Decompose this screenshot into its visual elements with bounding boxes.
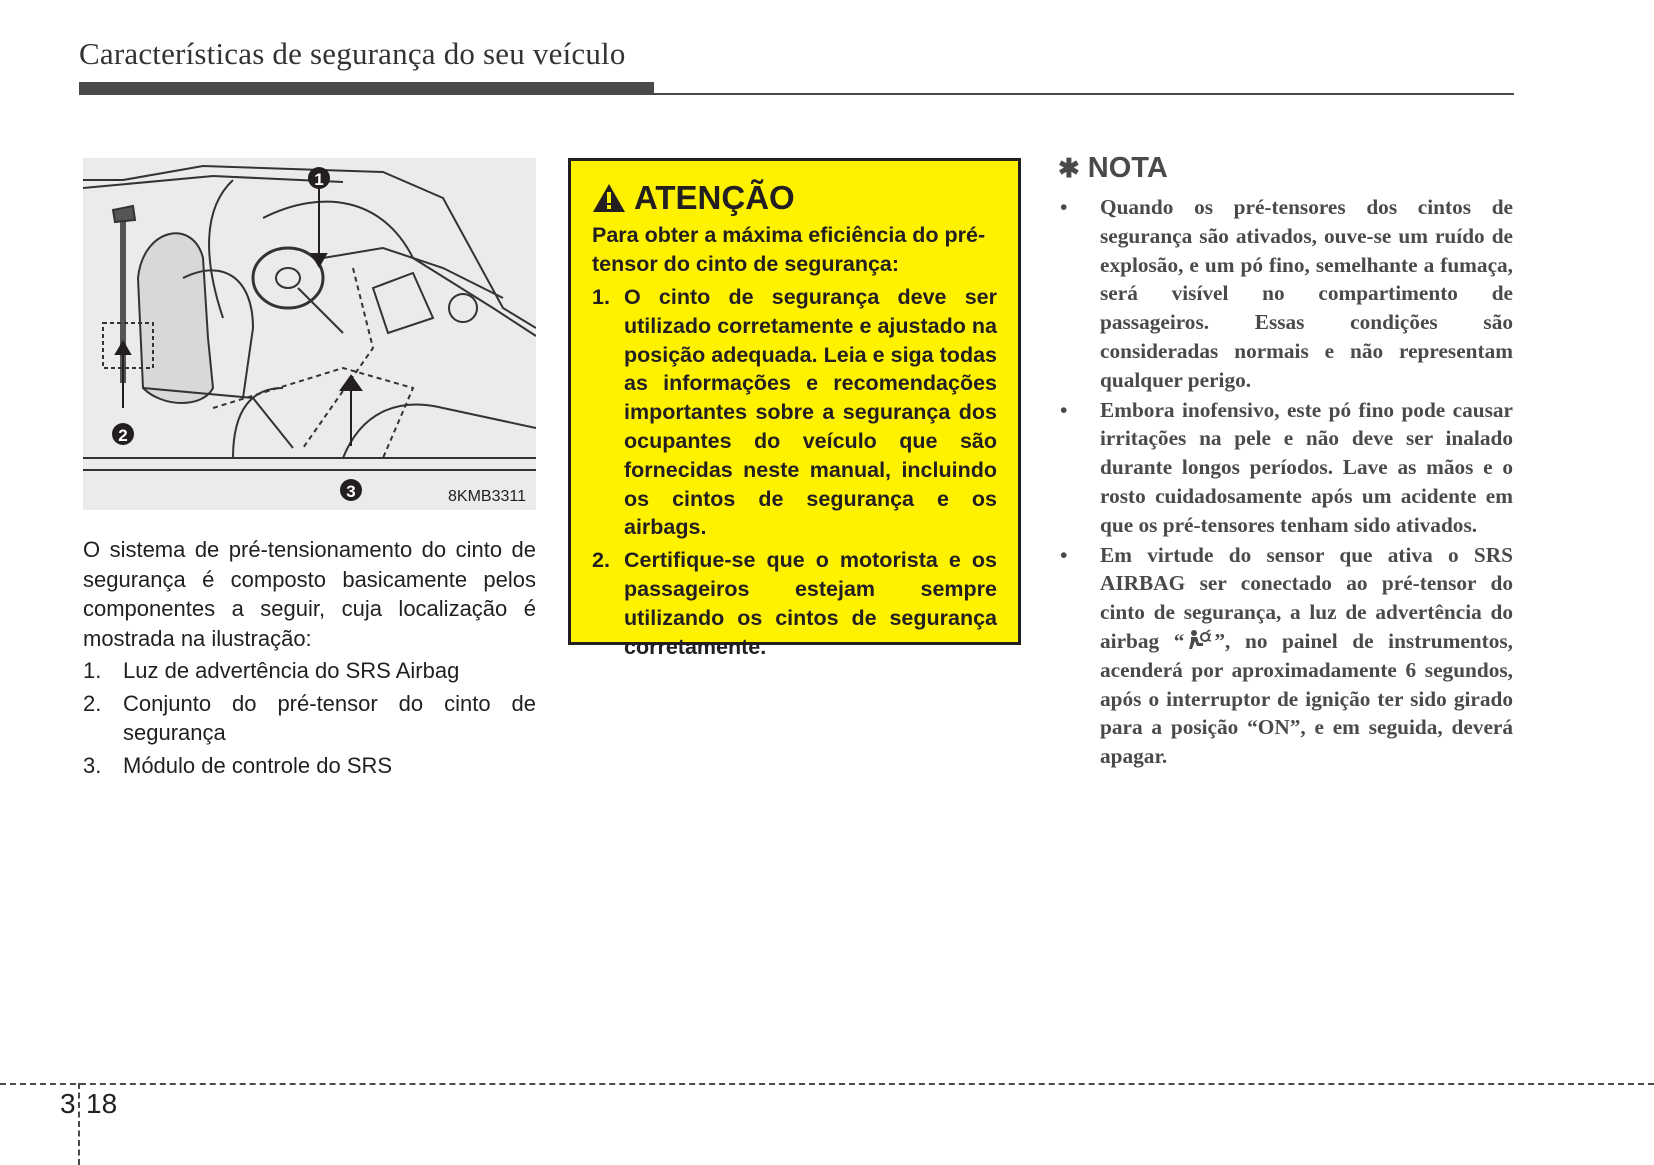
warning-title xyxy=(592,179,997,217)
airbag-warning-icon xyxy=(1187,629,1211,651)
list-item xyxy=(592,283,997,542)
car-interior-drawing xyxy=(83,158,536,510)
list-text-after: ”, no painel de instrumentos, acenderá por aproximadamente 6 segundos, após o interruptor de ignição ter sido girado para a posição “ON”, e em seguida, deverá apagar. xyxy=(1100,628,1513,769)
list-text-before: Em virtude do sensor que ativa o SRS AIRBAG ser conectado ao pré-tensor do cinto de segurança, a luz de advertência do airbag “ xyxy=(1100,542,1513,653)
note-section xyxy=(1058,152,1513,772)
svg-text:3: 3 xyxy=(346,482,356,501)
page-number: 18 xyxy=(86,1088,118,1119)
warning-intro: Para obter a máxima eficiência do pré-tensor do cinto de segurança: xyxy=(592,223,986,276)
bullet: • xyxy=(1060,397,1068,422)
list-text: Luz de advertência do SRS Airbag xyxy=(123,658,460,683)
warning-box xyxy=(568,158,1021,659)
component-list xyxy=(83,656,536,780)
car-interior-illustration xyxy=(83,158,536,510)
list-text: O cinto de segurança deve ser utilizado corretamente e ajustado na posição adequada. Leia e siga todas as informações e recomendações importantes sobre a segurança dos ocupantes do veículo que são fornecidas neste manual, incluindo os cintos de segurança e os airbags. xyxy=(624,285,997,540)
footer-vertical-dashed-rule xyxy=(78,1083,80,1165)
list-text: Conjunto do pré-tensor do cinto de segurança xyxy=(123,690,536,745)
list-item xyxy=(83,689,536,748)
list-item xyxy=(83,656,536,686)
list-item xyxy=(83,751,536,781)
list-item xyxy=(1058,396,1513,540)
warning-list xyxy=(592,283,997,661)
intro-paragraph: O sistema de pré-tensionamento do cinto de segurança é composto basicamente pelos componentes a seguir, cuja localização é mostrada na ilustração: xyxy=(83,537,536,651)
warning-title-text: ATENÇÃO xyxy=(634,179,795,216)
header-rule-thick xyxy=(79,82,654,95)
note-title-text: NOTA xyxy=(1087,152,1168,184)
callout-2 xyxy=(112,423,134,445)
list-item xyxy=(1058,541,1513,771)
left-column xyxy=(83,535,536,783)
list-text xyxy=(1100,541,1513,771)
list-number: 3. xyxy=(83,752,102,778)
bullet: • xyxy=(1060,542,1068,567)
svg-text:1: 1 xyxy=(314,170,324,189)
svg-text:2: 2 xyxy=(118,426,128,445)
chapter-number: 3 xyxy=(60,1088,76,1119)
illustration-code: 8KMB3311 xyxy=(448,488,526,505)
note-list xyxy=(1058,193,1513,771)
list-text: Módulo de controle do SRS xyxy=(123,752,393,778)
list-text: Certifique-se que o motorista e os passageiros estejam sempre utilizando os cintos de segurança corretamente. xyxy=(624,548,997,659)
callout-1 xyxy=(308,167,330,189)
list-number: 1. xyxy=(592,285,610,309)
list-item xyxy=(592,546,997,661)
list-number: 1. xyxy=(83,658,102,683)
callout-3 xyxy=(340,479,362,501)
footer-dashed-rule xyxy=(0,1083,1654,1085)
list-text: Quando os pré-tensores dos cintos de segurança são ativados, ouve-se um ruído de explosão, e um pó fino, semelhante a fumaça, será visível no compartimento de passageiros. Essas condições são consideradas normais e não representam qualquer perigo. xyxy=(1100,195,1513,392)
list-number: 2. xyxy=(83,690,102,716)
header-rule-thin xyxy=(654,93,1514,95)
note-title xyxy=(1058,152,1513,185)
bullet: • xyxy=(1060,195,1068,219)
list-number: 2. xyxy=(592,548,610,573)
list-text: Embora inofensivo, este pó fino pode causar irritações na pele e não deve ser inalado durante longos períodos. Lave as mãos e o rosto cuidadosamente após um acidente em que os pré-tensores tenham sido ativados. xyxy=(1100,397,1513,537)
page-header-title: Características de segurança do seu veículo xyxy=(79,36,626,71)
warning-triangle-icon xyxy=(592,183,626,213)
asterisk-icon: ✱ xyxy=(1058,153,1080,183)
list-item xyxy=(1058,193,1513,395)
